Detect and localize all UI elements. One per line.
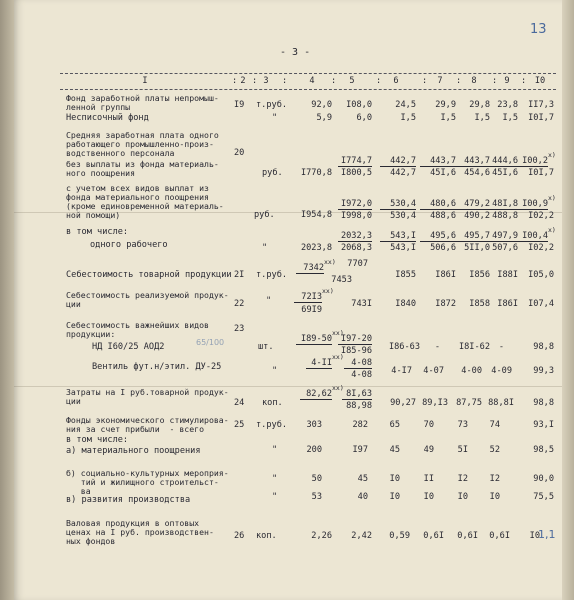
- row-label: с учетом всех видов выплат из фонда материального поощрения (кроме единовременной материаль- ной помощи): [66, 183, 224, 220]
- value-col-10-lower: I02,2: [528, 211, 554, 221]
- unit: ": [262, 243, 268, 253]
- value-col-5-upper: I972,0: [338, 199, 372, 210]
- header-top-rule: [60, 73, 556, 74]
- unit: коп.: [262, 398, 283, 408]
- corner-page-mark: 13: [530, 22, 547, 37]
- value-col-6: I86-63: [388, 342, 420, 352]
- header-sep: :: [422, 76, 428, 86]
- row-code: 2I: [234, 270, 245, 280]
- value-col-5-lower: I85-96: [340, 346, 372, 356]
- value-col-4: 53: [311, 492, 322, 502]
- value-col-8: 0,6I: [457, 531, 478, 541]
- unit: ": [272, 113, 278, 123]
- value-col-4: 4-II: [306, 358, 332, 369]
- row-label: Валовая продукция в оптовых ценах на I руб. производствен- ных фондов: [66, 518, 214, 546]
- footnote-mark: x): [548, 194, 556, 202]
- row-label: НД I60/25 АОД2: [92, 342, 165, 352]
- header-sep: :: [232, 76, 238, 86]
- unit: шт.: [258, 342, 274, 352]
- row-label: Фонд заработной платы непромыш- ленной группы: [66, 93, 219, 112]
- value-col-9: 23,8: [497, 100, 518, 110]
- value-col-5: I08,0: [346, 100, 372, 110]
- value-col-8-upper: 479,2: [454, 199, 490, 210]
- header-col-8: 8: [471, 76, 477, 86]
- row-label: Фонды экономического стимулирова- ния за счет прибыли - всего: [66, 415, 229, 434]
- row-label: а) материального поощрения: [66, 446, 201, 456]
- value-col-9: 88,8I: [488, 398, 514, 408]
- value-col-9: I0: [489, 492, 500, 502]
- value-col-4: I89-50: [296, 334, 332, 345]
- value-col-10-lower: I0I,7: [528, 168, 554, 178]
- row-label: Себестоимость товарной продукции: [66, 270, 232, 280]
- value-col-9: 52: [489, 445, 500, 455]
- value-col-8: I2: [457, 474, 468, 484]
- header-sep: :: [521, 76, 527, 86]
- value-col-4: 200: [306, 445, 322, 455]
- value-col-7: 49: [423, 445, 434, 455]
- value-col-8-lower: 490,2: [464, 211, 490, 221]
- unit: ": [272, 474, 278, 484]
- value-col-6: I0: [389, 474, 400, 484]
- value-col-4: 82,62: [300, 389, 332, 400]
- value-col-7: I86I: [435, 270, 456, 280]
- header-col-7: 7: [437, 76, 443, 86]
- value-col-8: 87,75: [456, 398, 482, 408]
- value-col-9: I86I: [497, 299, 518, 309]
- value-col-10: 99,3: [533, 366, 554, 376]
- row-label: одного рабочего: [90, 240, 168, 250]
- value-col-5-lower: I998,0: [340, 211, 372, 221]
- row-label: Средняя заработная плата одного работающего промышленно-произ- водственного персонала: [66, 130, 219, 158]
- page-number: - 3 -: [280, 47, 311, 58]
- value-col-5: 282: [352, 420, 368, 430]
- unit: ": [272, 492, 278, 502]
- pencil-note: 65/100: [196, 338, 225, 347]
- value-col-10-upper: I00,4: [516, 231, 548, 242]
- row-label: б) социально-культурных мероприя- тий и жилищного строительст- ва: [66, 468, 229, 496]
- footnote-mark: xx): [332, 353, 344, 361]
- unit: т.руб.: [256, 100, 288, 110]
- row-label: без выплаты из фонда материаль- ного поощрения: [66, 159, 219, 178]
- footnote-mark: xx): [332, 329, 344, 337]
- value-col-7-upper: 495,6: [420, 231, 456, 242]
- value-col-6-upper: 442,7: [380, 156, 416, 167]
- value-col-5: 743I: [351, 299, 372, 309]
- header-sep: :: [492, 76, 498, 86]
- row-label: в том числе:: [66, 227, 129, 237]
- binding-edge: [0, 0, 14, 600]
- value-col-6: 90,27: [390, 398, 416, 408]
- value-col-4: I770,8: [300, 168, 332, 178]
- footnote-mark: xx): [324, 258, 336, 266]
- value-col-7: 0,6I: [423, 531, 444, 541]
- header-sep: :: [282, 76, 288, 86]
- header-sep: :: [252, 76, 258, 86]
- value-col-5-lower: 88,98: [346, 401, 372, 411]
- value-col-10: II7,3: [528, 100, 554, 110]
- unit: коп.: [256, 531, 277, 541]
- value-col-10: 93,I: [533, 420, 554, 430]
- unit: ": [272, 445, 278, 455]
- value-col-10: 98,8: [533, 342, 554, 352]
- row-label: Себестоимость реализуемой продук- ции: [66, 290, 229, 309]
- value-col-8: I858: [469, 299, 490, 309]
- handwritten-correction: 1,1: [538, 528, 556, 541]
- value-col-6: I840: [395, 299, 416, 309]
- header-sep: :: [456, 76, 462, 86]
- value-col-8: I8I-62: [458, 342, 490, 352]
- value-col-10: I0I,7: [528, 113, 554, 123]
- value-col-6: I,5: [400, 113, 416, 123]
- value-col-4: 5,9: [316, 113, 332, 123]
- unit: ": [266, 296, 272, 306]
- footnote-mark: x): [548, 151, 556, 159]
- value-col-6-upper: 543,I: [380, 231, 416, 242]
- value-col-7-lower: 506,6: [430, 243, 456, 253]
- value-col-4: 2023,8: [300, 243, 332, 253]
- value-col-6: 0,59: [389, 531, 410, 541]
- value-col-8: 4-00: [461, 366, 482, 376]
- value-col-10-lower: I02,2: [528, 243, 554, 253]
- row-code: 23: [234, 324, 245, 334]
- value-col-7: I0: [423, 492, 434, 502]
- value-col-6: 24,5: [395, 100, 416, 110]
- value-col-7: 70: [423, 420, 434, 430]
- value-col-6-lower: 543,I: [390, 243, 416, 253]
- value-col-9: 0,6I: [489, 531, 510, 541]
- value-col-5-upper: I97-20: [338, 334, 372, 345]
- unit: т.руб.: [256, 420, 288, 430]
- value-col-9: I2: [489, 474, 500, 484]
- value-col-7: II: [423, 474, 434, 484]
- value-col-7: I872: [435, 299, 456, 309]
- value-col-9: 74: [489, 420, 500, 430]
- value-col-9-lower: 488,8: [492, 211, 518, 221]
- value-col-5-upper: I774,7: [338, 156, 372, 167]
- value-col-8: I,5: [474, 113, 490, 123]
- row-label: Затраты на I руб.товарной продук- ции: [66, 387, 229, 406]
- value-col-5-upper: 4-08: [344, 358, 372, 369]
- value-col-4: 2,26: [311, 531, 332, 541]
- value-col-10: 98,8: [533, 398, 554, 408]
- header-col-9: 9: [504, 76, 510, 86]
- value-col-10-upper: I00,9: [516, 199, 548, 210]
- value-col-4-lower: 7453: [331, 275, 352, 285]
- header-bottom-rule: [60, 89, 556, 90]
- value-col-4: 303: [306, 420, 322, 430]
- value-col-8-lower: 5II,0: [464, 243, 490, 253]
- row-code: 22: [234, 299, 245, 309]
- value-col-8: I0: [457, 492, 468, 502]
- value-col-6: 4-I7: [391, 366, 412, 376]
- footnote-mark: x): [548, 226, 556, 234]
- unit: ": [272, 366, 278, 376]
- value-col-9-lower: 45I,6: [492, 168, 518, 178]
- value-col-9-upper: 48I,8: [484, 199, 518, 210]
- value-col-7: 89,I3: [422, 398, 448, 408]
- value-col-7-upper: 443,7: [420, 156, 456, 167]
- value-col-8-upper: 443,7: [454, 156, 490, 167]
- row-label: Себестоимость важнейших видов продукции:: [66, 320, 209, 339]
- row-label: в том числе:: [66, 435, 129, 445]
- value-col-5: 7707: [347, 259, 368, 269]
- value-col-7-lower: 45I,6: [430, 168, 456, 178]
- value-col-8: 5I: [457, 445, 468, 455]
- row-code: 25: [234, 420, 245, 430]
- unit: руб.: [254, 210, 275, 220]
- value-col-5: I97: [352, 445, 368, 455]
- value-col-9-upper: 444,6: [484, 156, 518, 167]
- value-col-6-upper: 530,4: [380, 199, 416, 210]
- page-edge: [562, 0, 574, 600]
- value-col-4: I954,8: [300, 210, 332, 220]
- row-label: Несписочный фонд: [66, 113, 149, 123]
- unit: руб.: [262, 168, 283, 178]
- header-col-5: 5: [349, 76, 355, 86]
- value-col-5: 2,42: [351, 531, 372, 541]
- value-col-9-lower: 507,6: [492, 243, 518, 253]
- value-col-9-upper: 497,9: [484, 231, 518, 242]
- value-col-9: I88I: [497, 270, 518, 280]
- value-col-10: I07,4: [528, 299, 554, 309]
- value-col-5-lower: 2068,3: [340, 243, 372, 253]
- header-col-4: 4: [309, 76, 315, 86]
- value-col-10: 90,0: [533, 474, 554, 484]
- header-col-3: 3: [263, 76, 269, 86]
- row-label: в) развития производства: [66, 495, 191, 505]
- header-col-10: I0: [534, 76, 546, 86]
- value-col-5: 45: [357, 474, 368, 484]
- value-col-7-upper: 480,6: [420, 199, 456, 210]
- row-label: Вентиль фут.н/этил. ДУ-25: [92, 362, 222, 372]
- value-col-4: 92,0: [311, 100, 332, 110]
- value-col-4: 50: [311, 474, 322, 484]
- row-code: 24: [234, 398, 245, 408]
- value-col-7-lower: 488,6: [430, 211, 456, 221]
- value-col-5-lower: I800,5: [340, 168, 372, 178]
- value-col-6: 65: [389, 420, 400, 430]
- value-col-7: 29,9: [435, 100, 456, 110]
- header-col-1: I: [142, 76, 148, 86]
- value-col-5-upper: 2032,3: [338, 231, 372, 242]
- value-col-6-lower: 530,4: [390, 211, 416, 221]
- value-col-8-lower: 454,6: [464, 168, 490, 178]
- row-code: 26: [234, 531, 245, 541]
- value-col-10-upper: I00,2: [516, 156, 548, 167]
- value-col-5-upper: 8I,63: [342, 389, 372, 400]
- value-col-7: -: [434, 342, 440, 352]
- value-col-5: 6,0: [356, 113, 372, 123]
- value-col-6-lower: 442,7: [390, 168, 416, 178]
- value-col-8: 73: [457, 420, 468, 430]
- value-col-6: I855: [395, 270, 416, 280]
- value-col-8: I856: [469, 270, 490, 280]
- value-col-6: 45: [389, 445, 400, 455]
- row-code: 20: [234, 148, 245, 158]
- value-col-9: -: [498, 342, 504, 352]
- value-col-6: I0: [389, 492, 400, 502]
- value-col-5: 40: [357, 492, 368, 502]
- value-col-4-upper: 7342: [296, 263, 324, 274]
- footnote-mark: xx): [322, 287, 334, 295]
- header-col-2: 2: [240, 76, 246, 86]
- value-col-10: 98,5: [533, 445, 554, 455]
- value-col-7: I,5: [440, 113, 456, 123]
- value-col-4-upper: 72I3: [294, 292, 322, 303]
- value-col-8: 29,8: [469, 100, 490, 110]
- value-col-5-lower: 4-08: [351, 370, 372, 380]
- value-col-9: 4-09: [491, 366, 512, 376]
- header-col-6: 6: [393, 76, 399, 86]
- value-col-4-lower: 69I9: [301, 305, 322, 315]
- value-col-10: I0: [529, 531, 540, 541]
- header-sep: :: [376, 76, 382, 86]
- value-col-8-upper: 495,7: [454, 231, 490, 242]
- header-sep: :: [331, 76, 337, 86]
- value-col-7: 4-07: [423, 366, 444, 376]
- value-col-9: I,5: [502, 113, 518, 123]
- row-code: I9: [234, 100, 245, 110]
- unit: т.руб.: [256, 270, 288, 280]
- footnote-mark: xx): [332, 384, 344, 392]
- value-col-10: 75,5: [533, 492, 554, 502]
- value-col-10: I05,0: [528, 270, 554, 280]
